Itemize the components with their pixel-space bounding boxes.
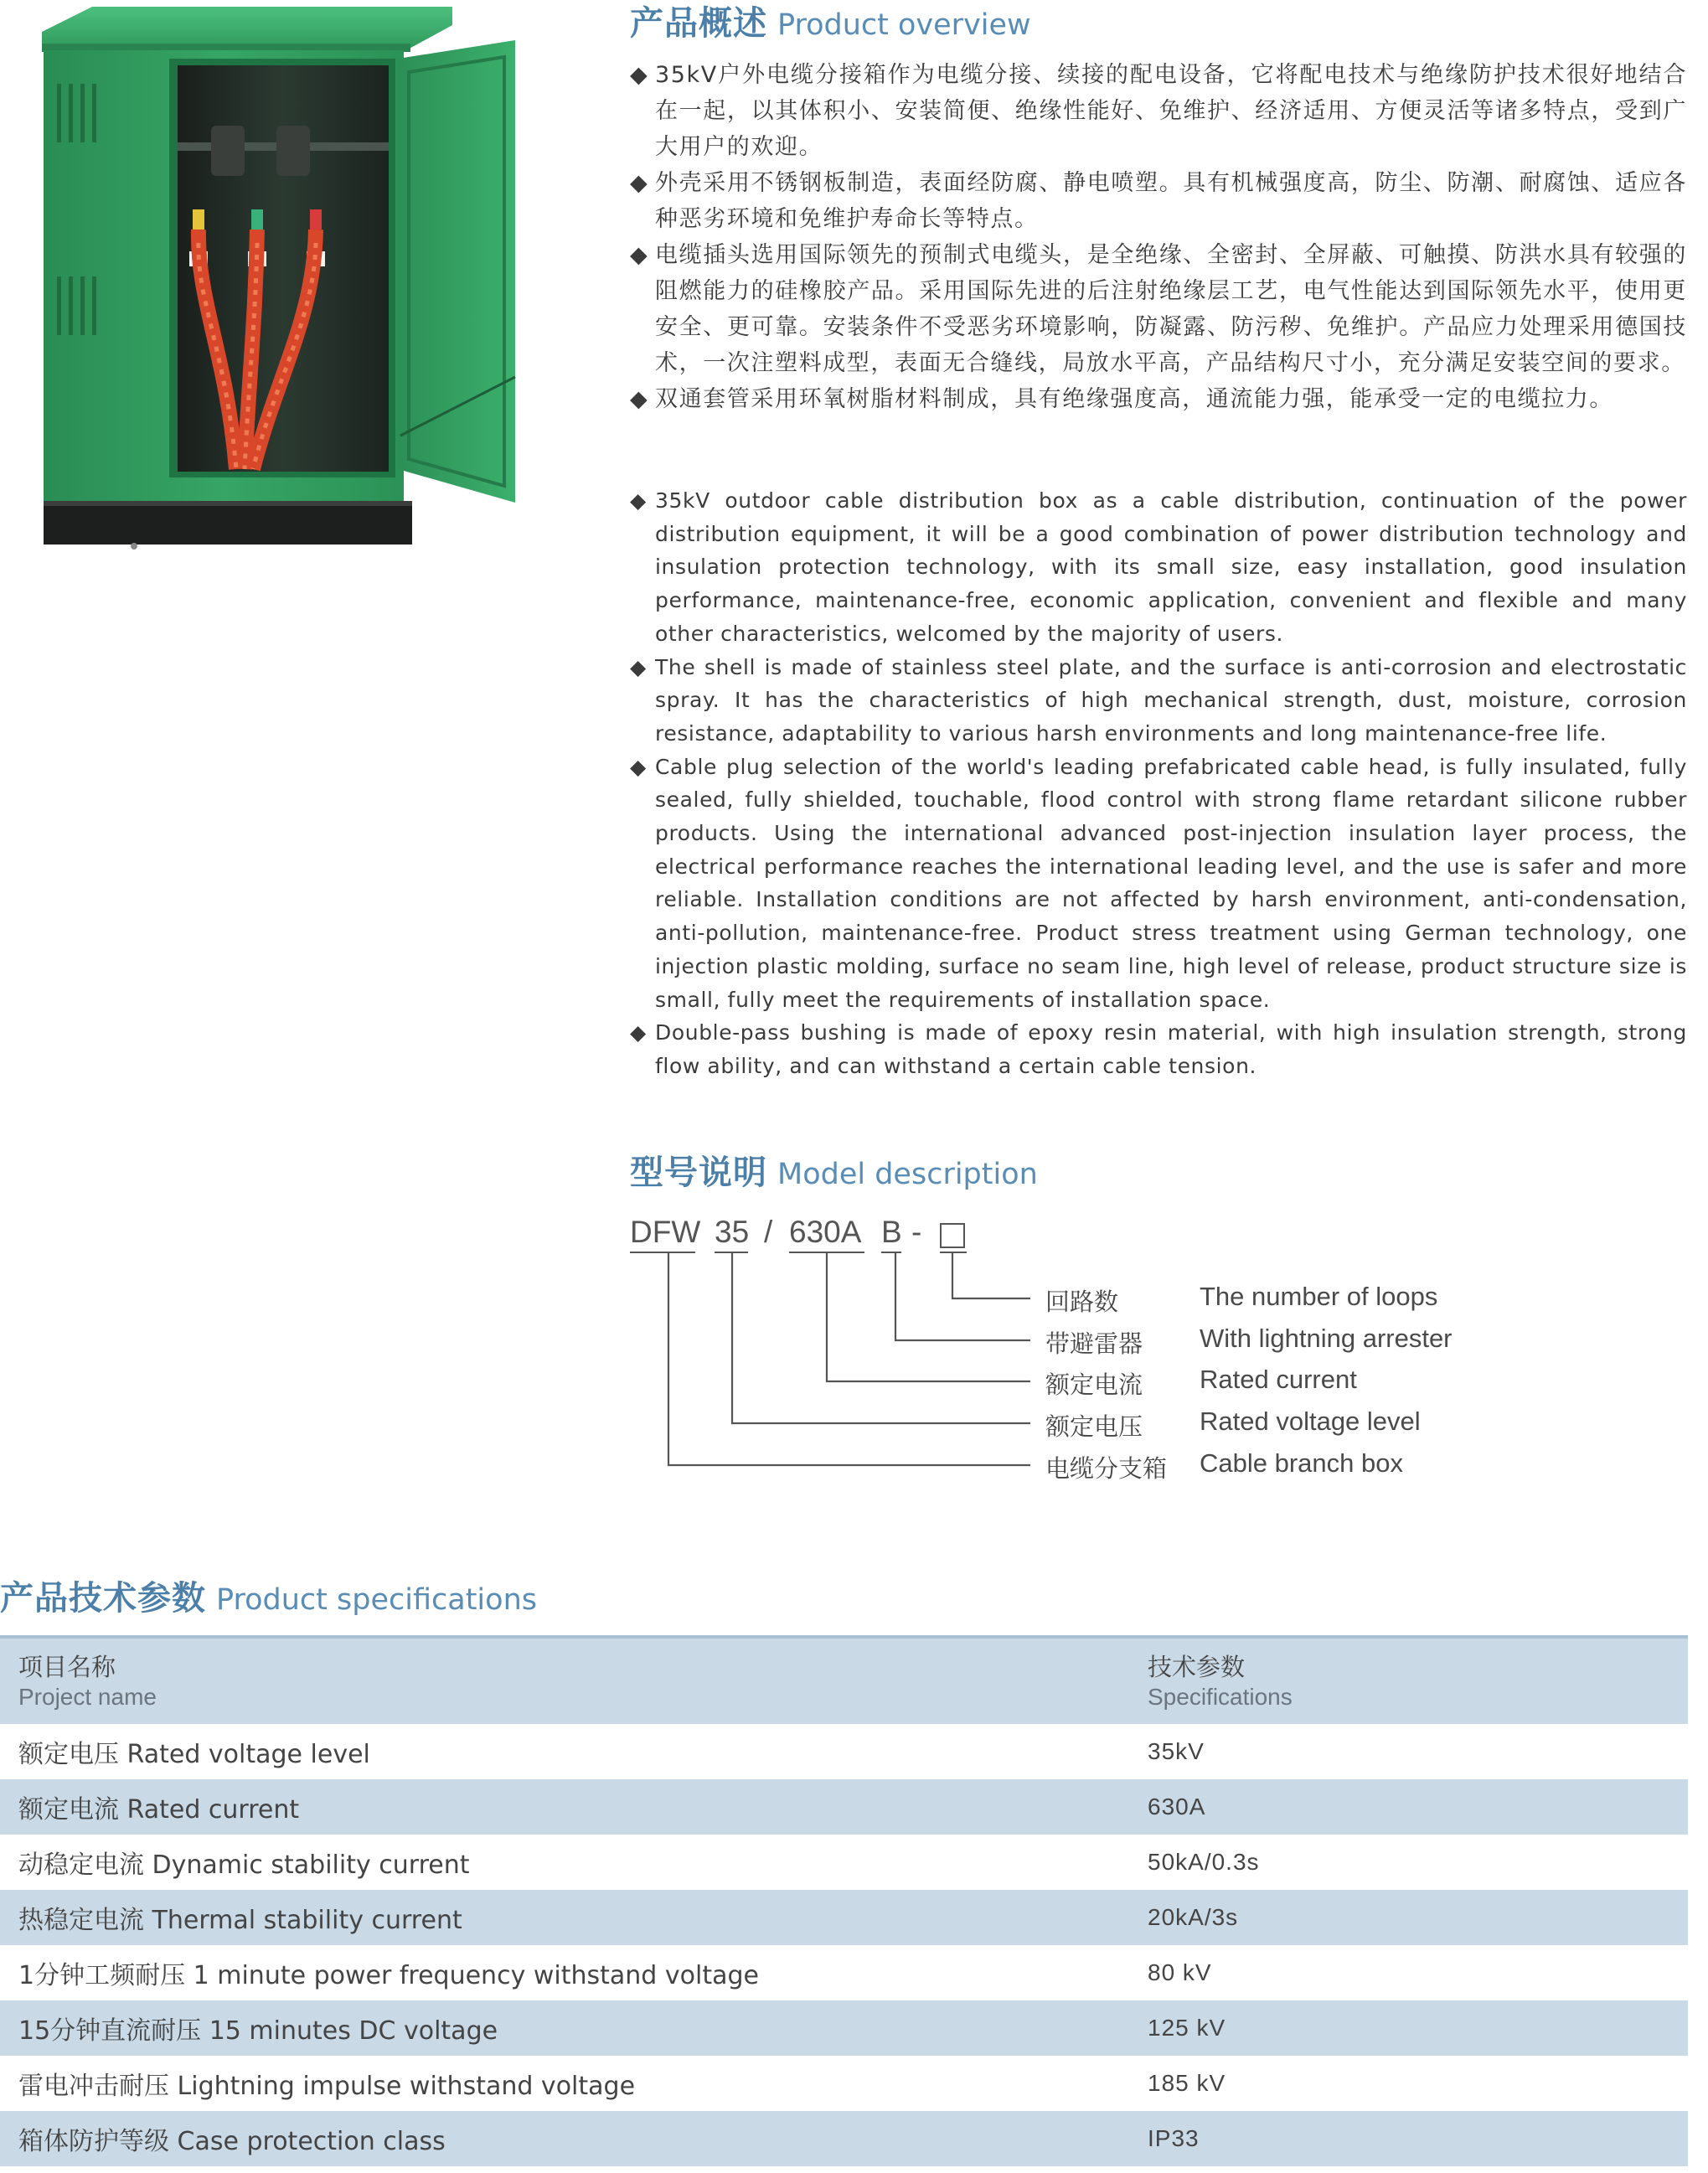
bullet-en: ◆ Cable plug selection of the world's leading prefabricated cable head, is fully insulated, fully sealed, fully shielded, touchable, flood control with strong flame retardant silicone rubber products. Using the international advanced post-injection insulation layer process, the electrical performance reaches the international leading level, and the use is safer and more reliable. Installation conditions are not affected by harsh environment, anti-condensation, anti-pollution, maintenance-free. Product stress treatment using German technology, one injection plastic molding, surface no seam line, high level of release, product structure size is small, fully meet the requirements of installation space. [630, 751, 1687, 1017]
diamond-bullet-icon: ◆ [630, 242, 649, 268]
table-row [0, 1779, 1688, 1835]
diamond-bullet-icon: ◆ [630, 654, 647, 679]
model-heading [630, 1146, 1038, 1194]
bullet-en: ◆ Double-pass bushing is made of epoxy resin material, with high insulation strength, strong flow ability, and can withstand a certain cable tension. [630, 1016, 1687, 1082]
spec-table [0, 1635, 1688, 2166]
spec-value: 50kA/0.3s [1148, 1849, 1260, 1875]
spec-value: IP33 [1148, 2125, 1200, 2151]
overview-bullets-en [630, 484, 1687, 1083]
spec-name: 热稳定电流 Thermal stability current [18, 1906, 462, 1935]
table-row [0, 2000, 1688, 2056]
legend-current-cn: 额定电流 [1045, 1370, 1143, 1399]
bullet-cn: ◆ 电缆插头选用国际领先的预制式电缆头，是全绝缘、全密封、全屏蔽、可触摸、防洪水具有较强的阻燃能力的硅橡胶产品。采用国际先进的后注射绝缘层工艺，电气性能达到国际领先水平，使用更安全、更可靠。安装条件不受恶劣环境影响，防凝露、防污秽、免维护。产品应力处理采用德国技术，一次注塑料成型，表面无合缝线，局放水平高，产品结构尺寸小，充分满足安装空间的要求。 [630, 237, 1687, 381]
specs-heading-en: Product specifications [216, 1583, 537, 1617]
model-code-underline [881, 1252, 901, 1253]
spec-name: 额定电流 Rated current [18, 1795, 300, 1825]
spec-value: 630A [1148, 1794, 1206, 1819]
model-code-arrester: B [881, 1215, 902, 1249]
model-code [630, 1206, 982, 1257]
diamond-bullet-icon: ◆ [630, 1020, 647, 1045]
table-row [0, 2056, 1688, 2111]
overview-bullets-cn [630, 57, 1687, 417]
diamond-bullet-icon: ◆ [630, 754, 647, 779]
model-code-underline [940, 1252, 967, 1253]
spec-name: 动稳定电流 Dynamic stability current [18, 1850, 470, 1880]
model-code-underline [715, 1252, 748, 1253]
model-code-voltage: 35 [715, 1215, 750, 1249]
spec-value: 125 kV [1148, 2015, 1226, 2041]
legend-voltage-en: Rated voltage level [1200, 1407, 1421, 1436]
table-row [0, 1890, 1688, 1945]
spec-name: 额定电压 Rated voltage level [18, 1740, 370, 1769]
legend-arrester-cn: 带避雷器 [1045, 1329, 1143, 1358]
model-code-loops-box [940, 1223, 965, 1248]
model-code-current: 630A [789, 1215, 862, 1249]
legend-loops-en: The number of loops [1200, 1282, 1438, 1311]
legend-current-en: Rated current [1200, 1365, 1357, 1394]
model-code-underline [789, 1252, 864, 1253]
spec-value: 185 kV [1148, 2070, 1226, 2096]
model-heading-en: Model description [777, 1158, 1038, 1191]
model-code-underline [630, 1252, 695, 1253]
overview-heading [630, 0, 1031, 44]
bullet-cn: ◆ 双通套管采用环氧树脂材料制成，具有绝缘强度高，通流能力强，能承受一定的电缆拉力。 [630, 381, 1687, 417]
diamond-bullet-icon: ◆ [630, 62, 649, 88]
spec-value: 35kV [1148, 1738, 1205, 1764]
spec-name: 雷电冲击耐压 Lightning impulse withstand voltage [18, 2072, 636, 2101]
legend-branch-box-cn: 电缆分支箱 [1045, 1454, 1168, 1483]
table-row [0, 1835, 1688, 1890]
overview-heading-cn: 产品概述 [630, 4, 767, 43]
legend-branch-box-en: Cable branch box [1200, 1448, 1403, 1478]
model-code-slash: / [764, 1215, 773, 1249]
header-specifications: 技术参数 Specifications [1148, 1653, 1293, 1710]
spec-name: 箱体防护等级 Case protection class [18, 2127, 446, 2156]
diamond-bullet-icon: ◆ [630, 386, 649, 412]
diamond-bullet-icon: ◆ [630, 488, 647, 513]
spec-value: 20kA/3s [1148, 1904, 1239, 1930]
diamond-bullet-icon: ◆ [630, 170, 649, 196]
spec-name: 1分钟工频耐压 1 minute power frequency withstand voltage [18, 1961, 759, 1990]
overview-heading-en: Product overview [777, 8, 1031, 42]
table-row [0, 1724, 1688, 1779]
header-project-name: 项目名称 Project name [18, 1653, 157, 1710]
spec-name: 15分钟直流耐压 15 minutes DC voltage [18, 2016, 498, 2046]
model-code-dash: - [911, 1215, 922, 1249]
legend-voltage-cn: 额定电压 [1045, 1412, 1143, 1441]
model-code-series: DFW [630, 1215, 701, 1249]
spec-table-header [0, 1637, 1688, 1724]
specs-heading [0, 1572, 537, 1619]
table-row [0, 1945, 1688, 2000]
legend-arrester-en: With lightning arrester [1200, 1324, 1453, 1353]
bullet-en: ◆ The shell is made of stainless steel plate, and the surface is anti-corrosion and electrostatic spray. It has the characteristics of high mechanical strength, dust, moisture, corrosion resistance, adaptability to various harsh environments and long maintenance-free life. [630, 651, 1687, 751]
legend-loops-cn: 回路数 [1045, 1288, 1119, 1316]
spec-value: 80 kV [1148, 1959, 1212, 1985]
table-row [0, 2111, 1688, 2166]
bullet-cn: ◆ 35kV户外电缆分接箱作为电缆分接、续接的配电设备，它将配电技术与绝缘防护技术很好地结合在一起，以其体积小、安装简便、绝缘性能好、免维护、经济适用、方便灵活等诸多特点，受到广大用户的欢迎。 [630, 57, 1687, 165]
bullet-en: ◆ 35kV outdoor cable distribution box as a cable distribution, continuation of the power distribution equipment, it will be a good combination of power distribution technology and insulation protection technology, with its small size, easy installation, good insulation performance, maintenance-free, economic application, convenient and flexible and many other characteristics, welcomed by the majority of users. [630, 484, 1687, 651]
bullet-cn: ◆ 外壳采用不锈钢板制造，表面经防腐、静电喷塑。具有机械强度高，防尘、防潮、耐腐蚀、适应各种恶劣环境和免维护寿命长等特点。 [630, 165, 1687, 237]
cable-branch-box-image [25, 0, 528, 561]
specs-heading-cn: 产品技术参数 [0, 1579, 206, 1618]
model-heading-cn: 型号说明 [630, 1154, 767, 1192]
